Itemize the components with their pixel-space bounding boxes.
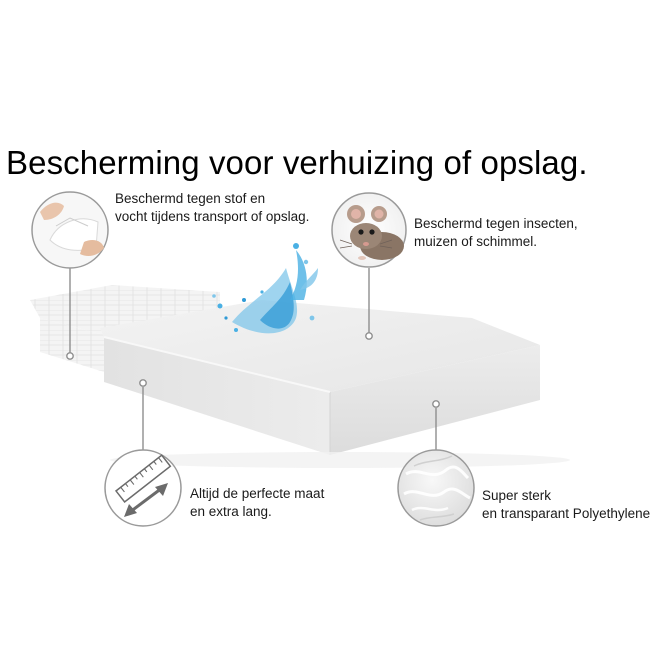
page-title: Bescherming voor verhuizing of opslag. <box>6 144 588 181</box>
feature-caption-line: en transparant Polyethylene <box>482 506 651 521</box>
feature-caption-line: muizen of schimmel. <box>414 234 538 249</box>
feature-caption-line: Beschermd tegen stof en <box>115 191 266 206</box>
feature-caption-line: Beschermd tegen insecten, <box>414 216 578 231</box>
hands-wrapping-icon <box>32 192 108 268</box>
feature-caption-insects <box>414 215 578 251</box>
feature-caption-line: Super sterk <box>482 488 552 503</box>
mattress <box>30 285 570 468</box>
feature-caption-line: Altijd de perfecte maat <box>190 486 325 501</box>
feature-caption-line: en extra lang. <box>190 504 272 519</box>
mouse-icon <box>332 193 406 267</box>
feature-caption-strength <box>482 487 650 523</box>
feature-caption-line: vocht tijdens transport of opslag. <box>115 209 310 224</box>
plastic-texture-icon <box>398 450 474 526</box>
feature-caption-size <box>190 485 324 521</box>
feature-caption-dust-moisture <box>115 190 309 226</box>
ruler-arrow-icon <box>105 450 181 526</box>
